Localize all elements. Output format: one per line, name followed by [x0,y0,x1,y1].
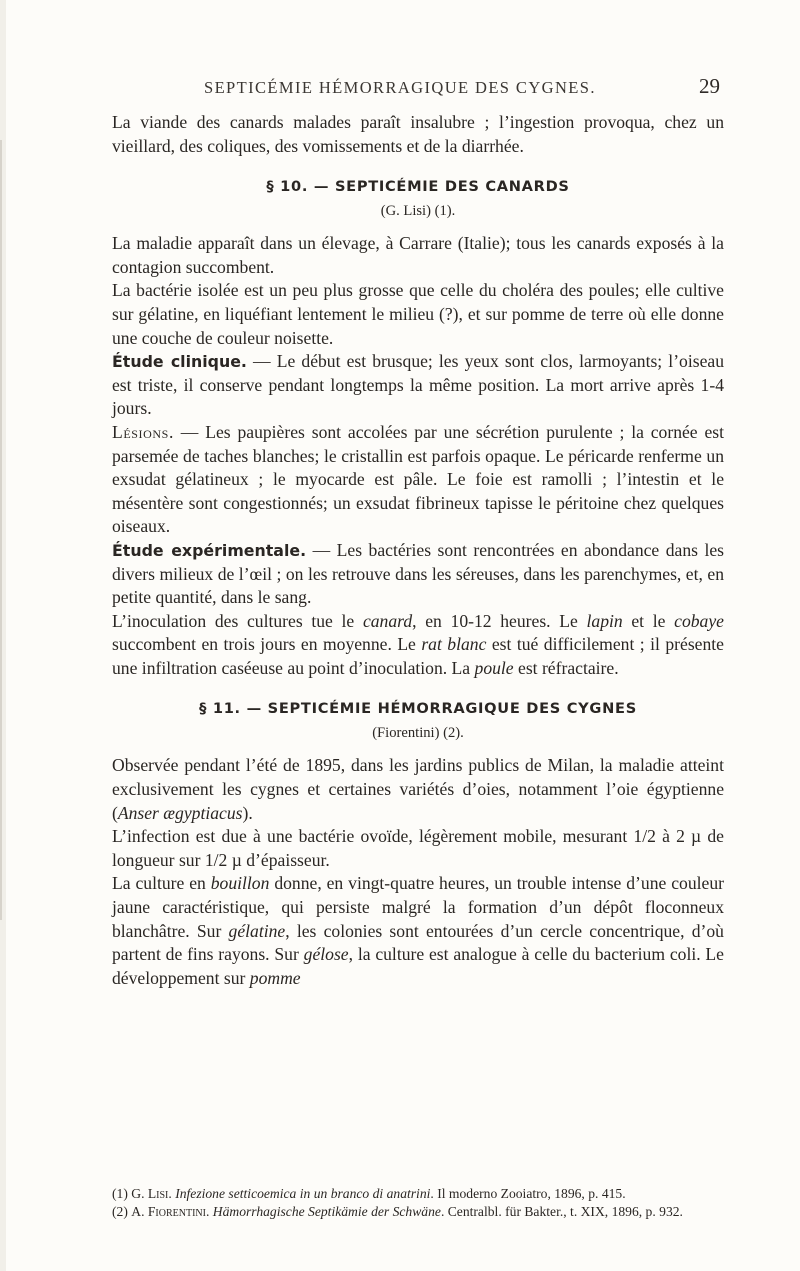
section-10-attribution [112,203,724,220]
footnote-marker: (1) [112,1186,132,1201]
footnote-title: Infezione setticoemica in un branco di anatrini [175,1186,431,1201]
text-run: ). [242,802,253,823]
section-11-author: (Fiorentini) (2). [372,725,464,742]
footnote-sep: . [168,1186,176,1201]
running-header [110,74,720,104]
section-10-heading: § 10. — SEPTICÉMIE DES CANARDS [266,178,570,196]
italic-term: rat blanc [421,634,487,655]
text-run: et le [622,610,675,631]
text-run: , la culture est analogue à celle du bacterium coli. Le développement sur [112,944,724,988]
paragraph-text: — Les paupières sont accolées par une sécrétion purulente ; la cornée est parsemée de taches blanches; le cristallin est parfois opaque. Le péricarde renferme un exsudat gélatineux ; le myocarde est pâle. Le foie est ramolli ; l’intestin et le mésentère sont congestionnés; un exsudat fibrineux tapisse le péritoine chez quelques oiseaux. [112,421,724,537]
text-run: succombent en trois jours en moyenne. Le [112,634,422,655]
footnote [112,1185,724,1202]
italic-term: gélatine [228,920,286,941]
footnote-sep: . [205,1204,213,1220]
paragraph-intro: La viande des canards malades paraît insalubre ; l’ingestion provoqua, chez un vieillard, des coliques, des vomissements et de la diarrhée. [112,112,724,156]
footnote-title: Hämorrhagische Septikämie der Schwäne [212,1204,441,1220]
text-run: L’inoculation des cultures tue le [112,610,363,631]
footnote [112,1203,724,1220]
paragraph: La maladie apparaît dans un élevage, à Carrare (Italie); tous les canards exposés à la contagion succombent. [112,233,724,277]
run-in-heading: Étude expérimentale. [112,540,307,560]
section-11-attribution [112,725,724,742]
italic-term: bouillon [210,873,270,894]
text-run: , les colonies sont entourées d’un cercle concentrique, d’où partent de fins rayons. Sur [112,920,724,965]
section-11-heading: § 11. — SEPTICÉMIE HÉMORRAGIQUE DES CYGNES [199,700,637,718]
paragraph-observation [112,754,724,825]
text-run: Observée pendant l’été de 1895, dans les jardins publics de Milan, la maladie atteint exclusivement les cygnes et certaines variétés d’oies, notamment l’oie égyptienne ( [112,755,724,823]
paragraph-text: — Les bactéries sont rencontrées en abondance dans les divers milieux de l’œil ; on les retrouve dans les séreuses, dans les parenchymes, et, en petite quantité, dans le sang. [112,539,725,608]
italic-term: Anser ægyptiacus [117,802,243,823]
italic-term: poule [474,657,514,678]
footnote-marker: (2) [112,1204,132,1220]
paragraph-experimental [112,539,724,610]
gutter-shadow [0,140,2,920]
run-in-heading: Lésions. [112,421,174,442]
paragraph-inoculation [112,610,724,681]
text-run: est réfractaire. [513,657,619,678]
italic-term: pomme [249,967,301,988]
text-run: La culture en [112,873,211,894]
text-run: , en 10-12 heures. Le [412,610,587,631]
running-title: SEPTICÉMIE HÉMORRAGIQUE DES CYGNES. [204,78,596,97]
paragraph: L’infection est due à une bactérie ovoïde, légèrement mobile, mesurant 1/2 à 2 µ de longueur sur 1/2 µ d’épaisseur. [112,826,724,870]
footnote-rest: . Il moderno Zooiatro, 1896, p. 415. [430,1186,626,1201]
main-text [112,111,724,990]
italic-term: canard [362,610,413,631]
page-number: 29 [699,74,720,98]
italic-term: cobaye [674,610,724,631]
paragraph: La bactérie isolée est un peu plus grosse que celle du choléra des poules; elle cultive sur gélatine, en liquéfiant lentement le milieu (?), et sur pomme de terre où elle donne une couche de couleur noisette. [112,280,724,348]
paragraph-clinical [112,350,724,421]
run-in-heading: Étude clinique. [112,352,247,372]
italic-term: lapin [586,610,623,631]
page-gutter [0,0,6,1271]
footnote-rest: . Centralbl. für Bakter., t. XIX, 1896, p. 932. [440,1204,683,1220]
paragraph-culture [112,872,724,990]
footnote-author: G. Lisi [131,1186,169,1201]
text-run: donne, en vingt-quatre heures, un trouble intense d’une couleur jaune caractéristique, qui persiste malgré la formation d’un dépôt floconneux blanchâtre. Sur [112,873,724,941]
paragraph-text: — Le début est brusque; les yeux sont clos, larmoyants; l’oiseau est triste, il conserve pendant longtemps la même position. La mort arrive après 1-4 jours. [112,351,724,419]
text-run: est tué difficilement ; il présente une infiltration caséeuse au point d’inoculation. La [112,634,724,678]
footnotes [112,1185,724,1221]
paragraph-lesions [112,421,724,539]
footnote-author: A. Fiorentini [131,1204,206,1220]
italic-term: gélose [303,944,349,965]
section-10-author: (G. Lisi) (1). [380,203,456,220]
